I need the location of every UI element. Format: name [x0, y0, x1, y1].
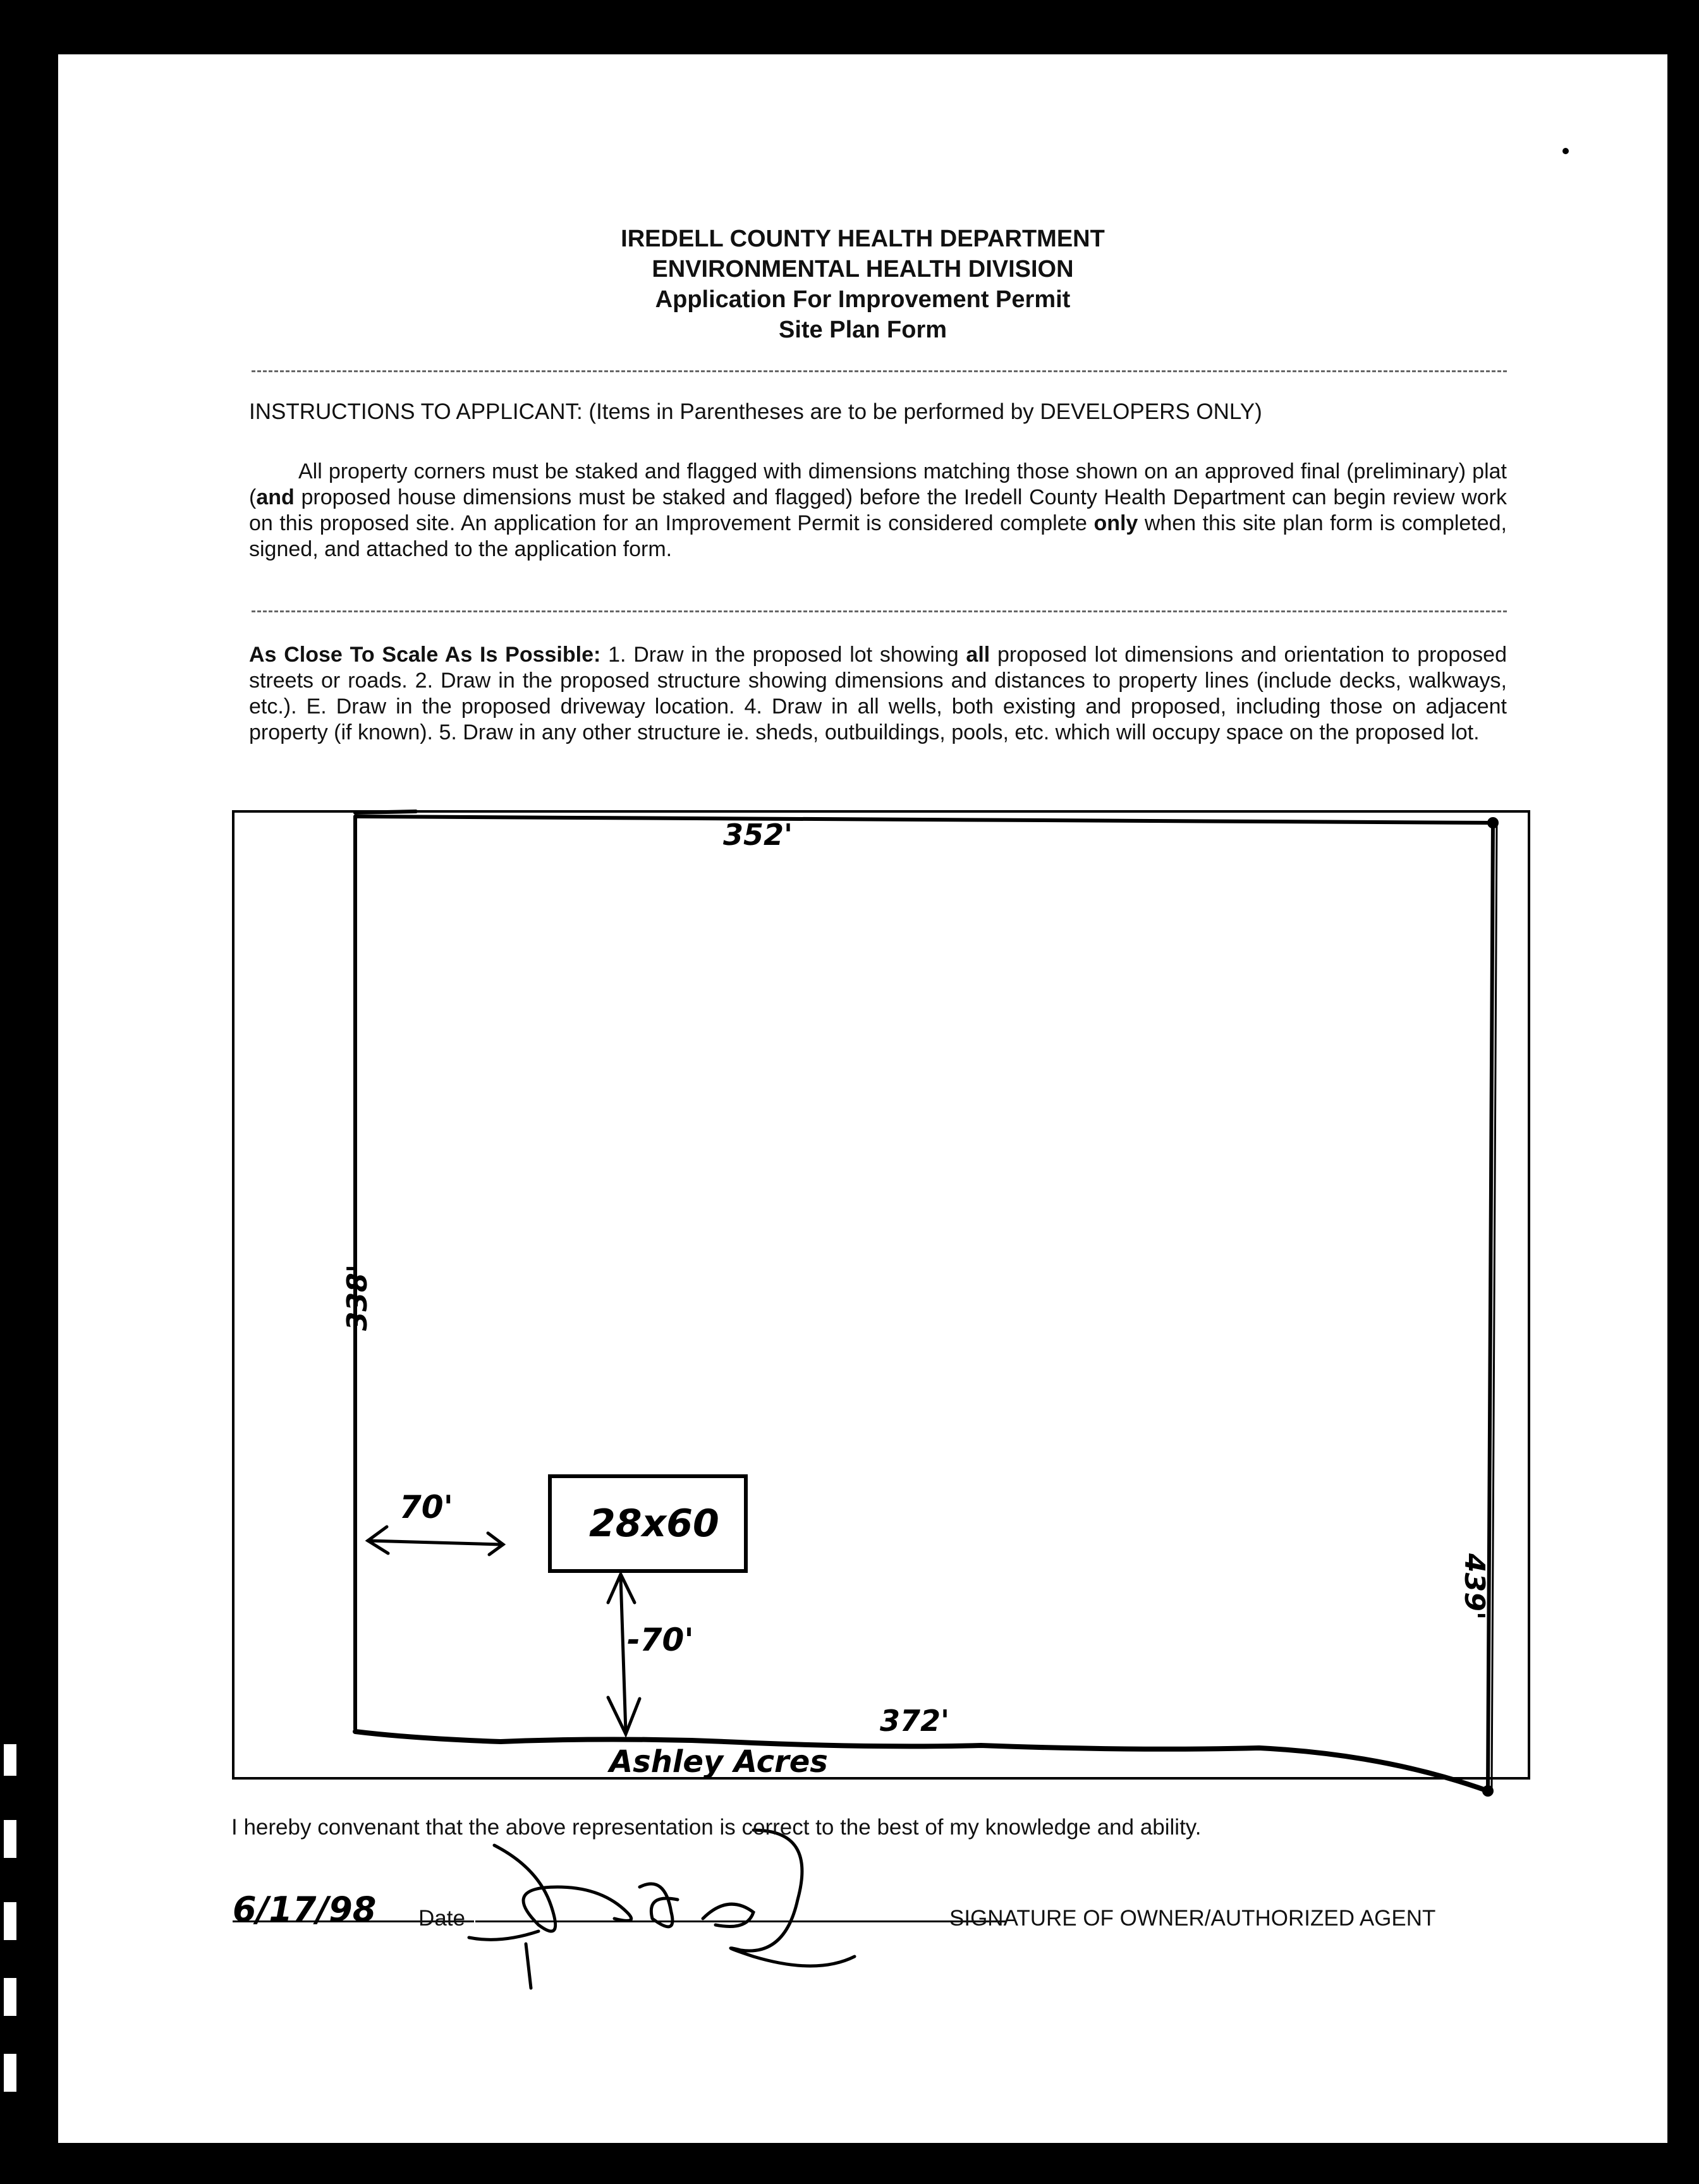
- declaration-text: I hereby convenant that the above representation is correct to the best of my knowledge and ability.: [231, 1815, 1202, 1840]
- drawing-frame: [233, 811, 1529, 1778]
- lot-corner-marker: [1487, 817, 1499, 828]
- date-label: Date: [418, 1906, 465, 1931]
- signature-label: SIGNATURE OF OWNER/AUTHORIZED AGENT: [949, 1906, 1436, 1931]
- house-dimensions-label: 28x60: [589, 1502, 719, 1546]
- dimension-top: 352': [723, 818, 793, 852]
- scan-artifact: [4, 1820, 16, 1858]
- side-setback-label: 70': [399, 1489, 453, 1526]
- scan-artifact: [4, 1902, 16, 1940]
- owner-signature: [469, 1830, 855, 1988]
- scan-artifact: [4, 1744, 16, 1776]
- scale-instructions-paragraph: As Close To Scale As Is Possible: 1. Draw in the proposed lot showing all proposed lot dimensions and orientation to proposed streets or roads. 2. Draw in the proposed structure showing dimensions and distances to property lines (include decks, walkways, etc.). E. Draw in the proposed driveway location. 4. Draw in all wells, both existing and proposed, including those on adjacent property (if known). 5. Draw in any other structure ie. sheds, outbuildings, pools, etc. which will occupy space on the proposed lot.: [249, 643, 1507, 744]
- header-division: ENVIRONMENTAL HEALTH DIVISION: [652, 256, 1074, 282]
- lot-corner-marker: [1482, 1785, 1494, 1797]
- header-form-title: Site Plan Form: [778, 317, 947, 343]
- side-setback-arrow: [368, 1527, 503, 1555]
- instructions-paragraph: All property corners must be staked and flagged with dimensions matching those shown on an approved final (preliminary) plat (and proposed house dimensions must be staked and flagged) before the Iredell County Health Department can begin review work on this proposed site. An application for an Improvement Permit is considered complete only when this site plan form is completed, signed, and attached to the application form.: [249, 459, 1507, 561]
- signature-underline: [475, 1920, 1006, 1922]
- scan-speck: [1562, 148, 1569, 154]
- lot-line-top: [355, 816, 1493, 823]
- date-value: 6/17/98: [233, 1890, 377, 1929]
- road-name-label: Ashley Acres: [609, 1744, 828, 1780]
- instructions-heading: INSTRUCTIONS TO APPLICANT: (Items in Parentheses are to be performed by DEVELOPERS ONLY): [249, 399, 1262, 424]
- dimension-bottom: 372': [880, 1704, 950, 1738]
- scan-artifact: [4, 2054, 16, 2092]
- header-department: IREDELL COUNTY HEALTH DEPARTMENT: [621, 226, 1105, 252]
- scan-artifact: [4, 1978, 16, 2016]
- header-application-title: Application For Improvement Permit: [655, 286, 1071, 313]
- dimension-left: 338': [341, 1264, 374, 1331]
- site-plan-form-page: [58, 54, 1667, 2143]
- lot-line-bottom-road: [355, 1732, 1488, 1791]
- dimension-right: 439': [1458, 1553, 1490, 1620]
- lot-boundary: [355, 811, 1497, 1791]
- front-setback-label: -70': [627, 1622, 694, 1658]
- lot-line-top-tick: [355, 811, 416, 813]
